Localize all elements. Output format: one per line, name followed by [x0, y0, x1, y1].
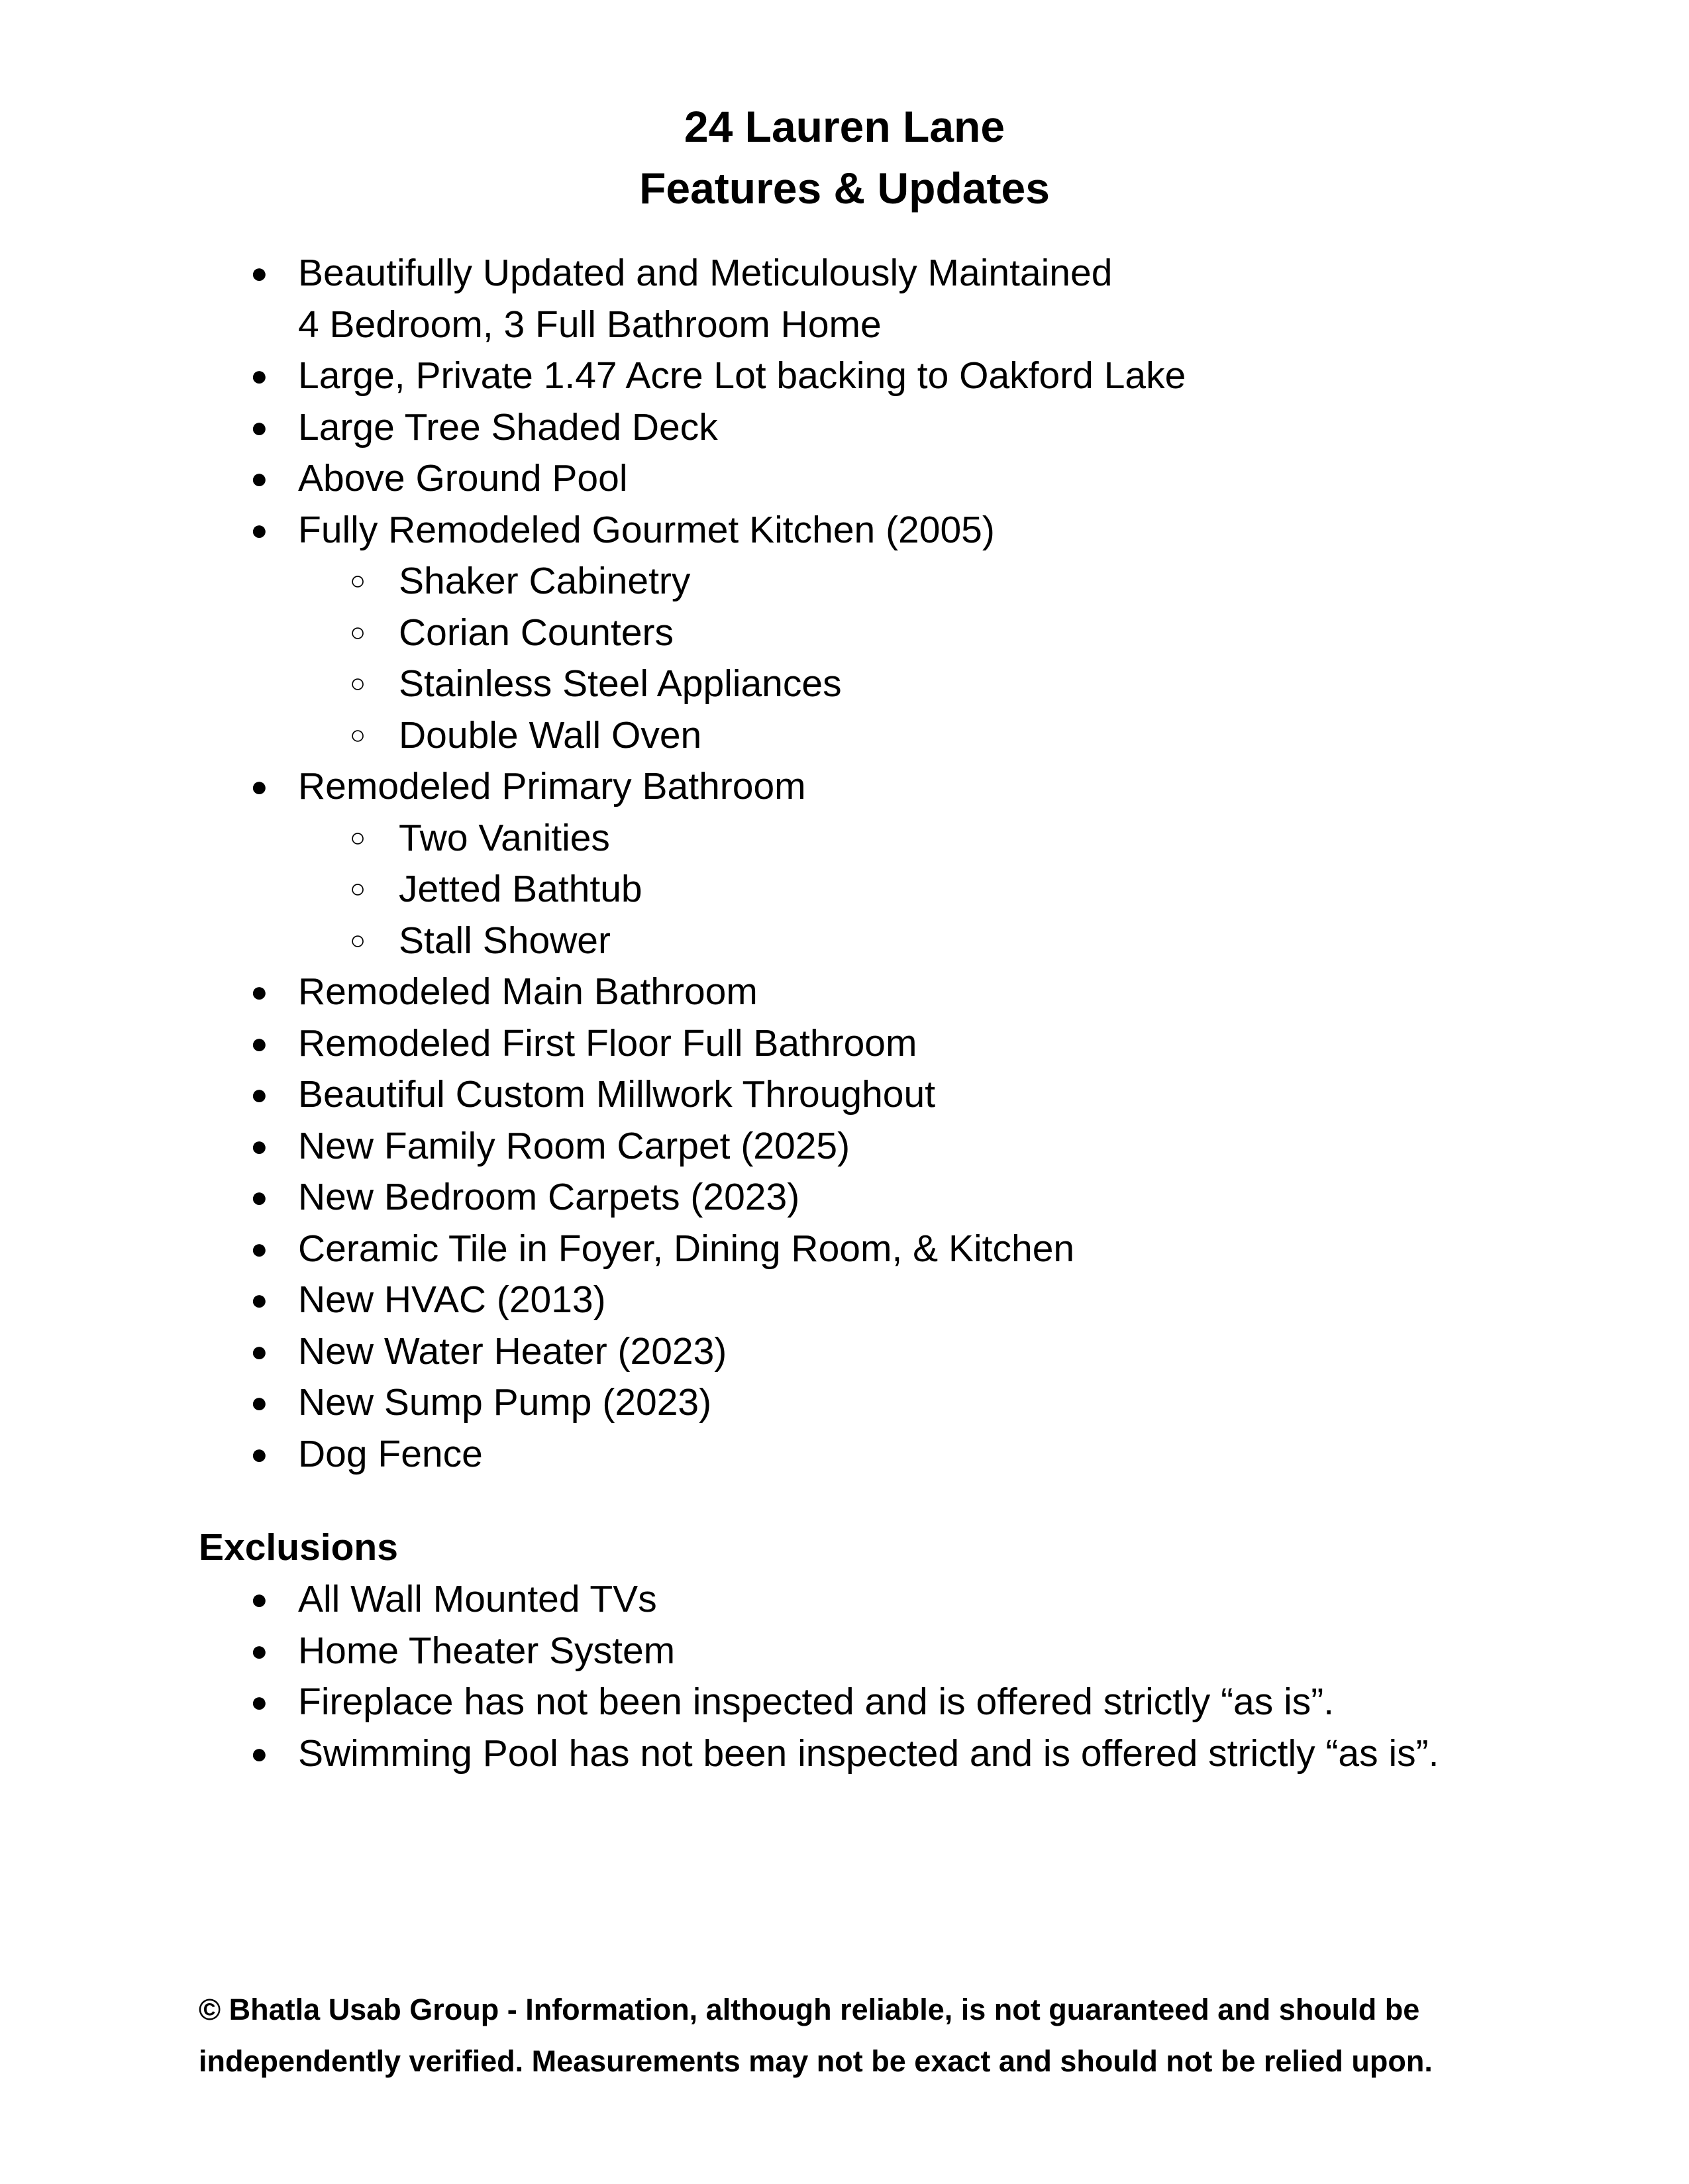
- exclusion-text: Home Theater System: [298, 1629, 676, 1672]
- list-item-label: Dog Fence: [298, 1432, 483, 1475]
- list-item-text: [298, 1223, 1074, 1275]
- exclusion-item: [0, 1728, 1689, 1780]
- list-item-text: [298, 1018, 917, 1070]
- list-item: [0, 1121, 1689, 1172]
- list-item-text: [298, 1121, 850, 1172]
- list-item-text: [399, 607, 674, 659]
- list-item: [0, 1326, 1689, 1378]
- sub-list-item: [0, 864, 1689, 915]
- list-item: [0, 1377, 1689, 1429]
- list-item-label: Fully Remodeled Gourmet Kitchen (2005): [298, 508, 995, 551]
- bullet-icon: ●: [250, 1686, 268, 1718]
- sub-list-item: [0, 607, 1689, 659]
- list-item-text: [399, 813, 610, 864]
- list-item-label: Above Ground Pool: [298, 457, 628, 499]
- sub-list-item: [0, 915, 1689, 967]
- bullet-icon: ●: [250, 411, 268, 444]
- list-item-text: [298, 1274, 606, 1326]
- bullet-icon: ●: [250, 1335, 268, 1368]
- list-item-label: Large, Private 1.47 Acre Lot backing to Oakford Lake: [298, 354, 1186, 397]
- list-item-label: New Bedroom Carpets (2023): [298, 1176, 800, 1218]
- list-item: [0, 1172, 1689, 1223]
- bullet-icon: ●: [250, 1737, 268, 1770]
- list-item-label: Beautiful Custom Millwork Throughout: [298, 1073, 936, 1116]
- list-item-text: [399, 710, 701, 762]
- bullet-icon: ●: [250, 360, 268, 392]
- list-item-label: New Water Heater (2023): [298, 1329, 727, 1373]
- hollow-bullet-icon: ○: [350, 874, 366, 904]
- list-item-label: Beautifully Updated and Meticulously Maintained: [298, 252, 1113, 294]
- list-item-label: Corian Counters: [399, 611, 674, 654]
- list-item-label: Jetted Bathtub: [399, 868, 642, 910]
- list-item-label: Remodeled Primary Bathroom: [298, 765, 806, 807]
- sub-list-item: [0, 813, 1689, 864]
- hollow-bullet-icon: ○: [350, 617, 366, 647]
- list-item: [0, 350, 1689, 402]
- hollow-bullet-icon: ○: [350, 669, 366, 698]
- bullet-icon: ●: [250, 1583, 268, 1616]
- exclusion-item: [0, 1574, 1689, 1626]
- list-item-label: New Family Room Carpet (2025): [298, 1124, 850, 1167]
- list-item: [0, 505, 1689, 556]
- list-item: [0, 1069, 1689, 1121]
- list-item-text: [298, 1172, 799, 1223]
- list-item-text: [298, 505, 995, 556]
- features-list: [0, 248, 1689, 1480]
- sub-list-item: [0, 556, 1689, 607]
- bullet-icon: ●: [250, 462, 268, 495]
- list-item-label: Double Wall Oven: [399, 713, 702, 756]
- hollow-bullet-icon: ○: [350, 925, 366, 955]
- bullet-icon: ●: [250, 1284, 268, 1316]
- bullet-icon: ●: [250, 1437, 268, 1471]
- disclaimer-footer: [199, 1984, 1523, 2087]
- disclaimer-line-2: independently verified. Measurements may not be exact and should not be relied upon.: [199, 2044, 1433, 2078]
- list-item-text: [298, 1069, 935, 1121]
- sub-list-item: [0, 658, 1689, 710]
- hollow-bullet-icon: ○: [350, 566, 366, 596]
- list-item-label: Stainless Steel Appliances: [399, 662, 842, 705]
- bullet-icon: ●: [250, 770, 268, 803]
- exclusion-item: [0, 1626, 1689, 1677]
- bullet-icon: ●: [250, 513, 268, 546]
- bullet-icon: ●: [250, 1078, 268, 1111]
- list-item-text: [298, 350, 1186, 402]
- list-item-text: [399, 915, 611, 967]
- list-item-label: Large Tree Shaded Deck: [298, 405, 718, 448]
- list-item-label: Ceramic Tile in Foyer, Dining Room, & Kitchen: [298, 1227, 1075, 1270]
- list-item-label: New Sump Pump (2023): [298, 1381, 712, 1424]
- list-item-text: [298, 1429, 483, 1481]
- list-item: [0, 453, 1689, 505]
- list-item: [0, 248, 1689, 350]
- list-item: [0, 966, 1689, 1018]
- list-item-text: [298, 402, 718, 454]
- exclusions-heading: Exclusions: [199, 1526, 398, 1569]
- bullet-icon: ●: [250, 257, 268, 289]
- bullet-icon: ●: [250, 1181, 268, 1214]
- bullet-icon: ●: [250, 976, 268, 1008]
- exclusions-list: [0, 1574, 1689, 1779]
- disclaimer-line-1: © Bhatla Usab Group - Information, although reliable, is not guaranteed and should be: [199, 1993, 1420, 2026]
- list-item: [0, 761, 1689, 813]
- list-item-label: New HVAC (2013): [298, 1278, 606, 1321]
- bullet-icon: ●: [250, 1027, 268, 1060]
- bullet-icon: ●: [250, 1129, 268, 1163]
- list-item-label: Shaker Cabinetry: [399, 560, 691, 602]
- list-item: [0, 1274, 1689, 1326]
- list-item-text: [399, 556, 690, 607]
- list-item-label: Remodeled Main Bathroom: [298, 970, 758, 1013]
- hollow-bullet-icon: ○: [350, 720, 366, 750]
- list-item: [0, 1223, 1689, 1275]
- exclusion-item: [0, 1677, 1689, 1728]
- list-item-text: [298, 1326, 727, 1378]
- exclusion-text: All Wall Mounted TVs: [298, 1578, 657, 1620]
- exclusion-text: Swimming Pool has not been inspected and is offered strictly “as is”.: [298, 1732, 1439, 1775]
- bullet-icon: ●: [250, 1386, 268, 1419]
- bullet-icon: ●: [250, 1634, 268, 1667]
- list-item: [0, 1018, 1689, 1070]
- list-item-text: [399, 658, 842, 710]
- list-item-label: Stall Shower: [399, 919, 611, 962]
- bullet-icon: ●: [250, 1232, 268, 1265]
- exclusion-text: Fireplace has not been inspected and is offered strictly “as is”.: [298, 1681, 1335, 1723]
- list-item-text: [298, 966, 758, 1018]
- list-item-text: [298, 761, 806, 813]
- document-title: 24 Lauren Lane: [684, 102, 1005, 151]
- list-item-text: [399, 864, 642, 915]
- list-item-label: Remodeled First Floor Full Bathroom: [298, 1021, 917, 1065]
- list-item-label: Two Vanities: [399, 816, 610, 859]
- document-subtitle: Features & Updates: [639, 164, 1050, 213]
- list-item-text: [298, 1377, 711, 1429]
- list-item: [0, 1429, 1689, 1481]
- list-item-text: [298, 453, 628, 505]
- sub-list-item: [0, 710, 1689, 762]
- list-item-continuation: 4 Bedroom, 3 Full Bathroom Home: [298, 303, 882, 346]
- list-item: [0, 402, 1689, 454]
- list-item-text: [298, 248, 1112, 350]
- hollow-bullet-icon: ○: [350, 823, 366, 853]
